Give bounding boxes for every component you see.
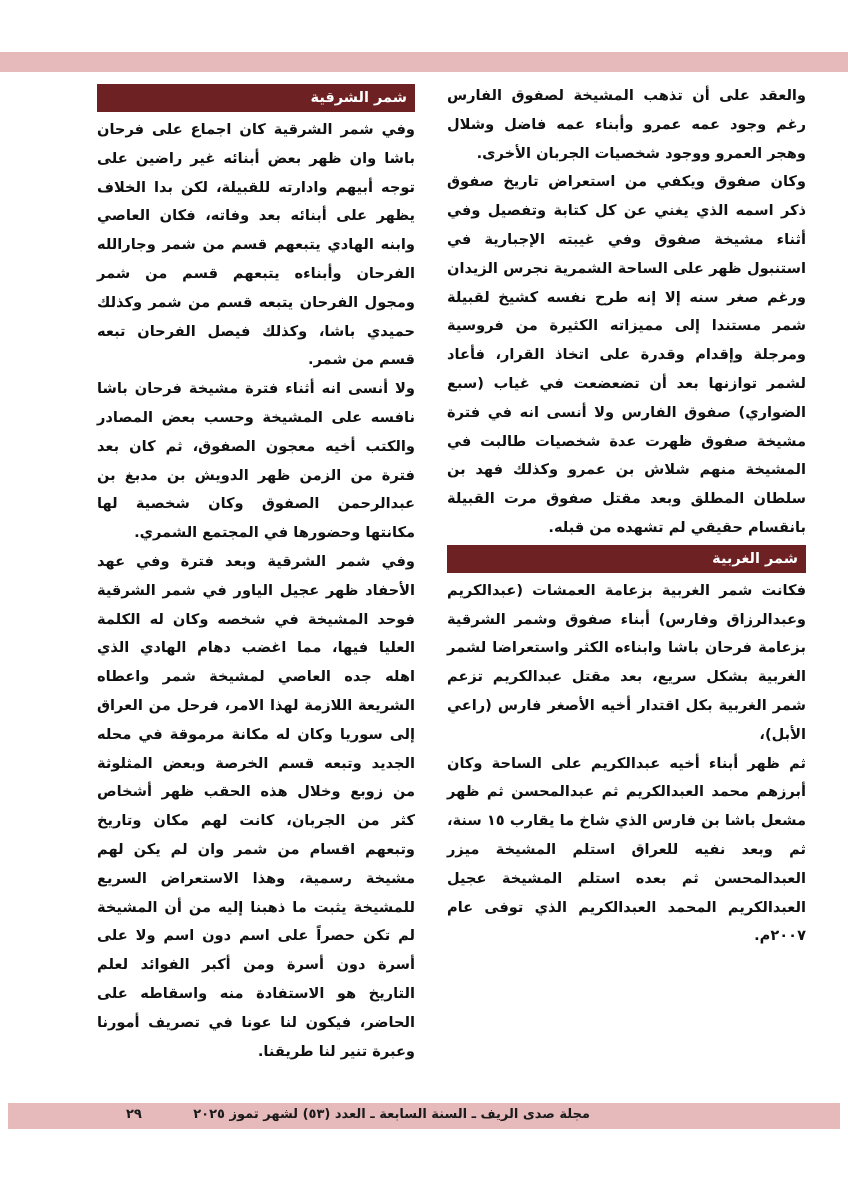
article-paragraph: فكانت شمر الغربية بزعامة العمشات (عبدالكريم وعبدالرزاق وفارس) أبناء صفوق وشمر الشرقية بزعامة فرحان باشا وابناءه الكثر واستعراضا لشمر الغربية بشكل سريع، بعد مقتل عبدالكريم تزعم شمر الغربية بكل اقتدار أخيه الأصغر فارس (راعي الأبل)، [447, 581, 806, 743]
top-decorative-band [0, 52, 848, 72]
section-heading-western-shammar: شمر الغربية [447, 545, 806, 573]
right-column [447, 82, 806, 951]
left-column [97, 82, 415, 1066]
footer-band [8, 1103, 840, 1129]
page-number: ٢٩ [126, 1107, 142, 1122]
magazine-issue-line: مجلة صدى الريف ـ السنة السابعة ـ العدد (٥٣) لشهر تموز ٢٠٢٥ [193, 1107, 590, 1122]
article-paragraph: وكان صفوق ويكفي من استعراض تاريخ صفوق ذكر اسمه الذي يغني عن كل كتابة وتفصيل وفي أثناء مشيخة صفوق وفي غيبته الإجبارية في استنبول ظهر على الساحة الشمرية نجرس الزيدان ورغم صغر سنه إلا إنه طرح نفسه كشيخ لقبيلة شمر مستندا إلى مميزاته الكثيرة من فروسية ومرجلة وإقدام وقدرة على اتخاذ القرار، فأعاد لشمر توازنها بعد أن تضعضعت في غياب (سبع الضواري) صفوق الفارس ولا أنسى انه في فترة مشيخة صفوق ظهرت عدة شخصيات طالبت في المشيخة منهم شلاش بن عمرو وكذلك فهد بن سلطان المطلق وبعد مقتل صفوق مرت القبيلة بانقسام حقيقي لم تشهده من قبله. [447, 173, 806, 536]
article-paragraph: وفي شمر الشرقية وبعد فترة وفي عهد الأحفاد ظهر عجيل الياور في شمر الشرقية فوحد المشيخة في شخصه وكان له الكلمة العليا فيها، مما اغضب دهام الهادي الذي اهله جده العاصي لمشيخة شمر واعطاه الشريعة اللازمة لهذا الامر، فرحل من العراق إلى سوريا وكان له مكانة مرموقة في محله الجديد وتبعه قسم الخرصة وبعض المثلوثة من زوبع وخلال هذه الحقب ظهر أشخاص كثر من الجربان، كانت لهم مكان وتاريخ وتبعهم اقسام من شمر وان لم يكن لهم مشيخة رسمية، وهذا الاستعراض السريع للمشيخة يثبت ما ذهبنا إليه من أن المشيخة لم تكن حصراً على اسم دون اسم ولا على أسرة دون أسرة ومن أكبر الفوائد لعلم التاريخ هو الاستفادة منه واسقاطه على الحاضر، فيكون لنا عونا في تصريف أمورنا وعبرة تنير لنا طريقنا. [97, 552, 415, 1060]
article-paragraph: وفي شمر الشرقية كان اجماع على فرحان باشا وان ظهر بعض أبنائه غير راضين على توجه أبيهم وادارته للقبيلة، لكن بدا الخلاف يظهر على أبنائه بعد وفاته، فكان العاصي وابنه الهادي يتبعهم قسم من شمر وجارالله الفرحان وأبناءه يتبعهم قسم من شمر ومجول الفرحان يتبعه قسم من شمر وكذلك حميدي باشا، وكذلك فيصل الفرحان تبعه قسم من شمر. [97, 121, 415, 369]
article-paragraph: والعقد على أن تذهب المشيخة لصفوق الفارس رغم وجود عمه عمرو وأبناء عمه فاضل وشلال وهجر العمرو ووجود شخصيات الجربان الأخرى. [447, 87, 806, 162]
section-heading-eastern-shammar: شمر الشرقية [97, 84, 415, 112]
article-paragraph: ثم ظهر أبناء أخيه عبدالكريم على الساحة وكان أبرزهم محمد العبدالكريم ثم عبدالمحسن ثم ظهر مشعل باشا بن فارس الذي شاخ ما يقارب ١٥ سنة، ثم وبعد نفيه للعراق استلم المشيخة ميزر العبدالمحسن ثم بعده استلم المشيخة عجيل العبدالكريم المحمد العبدالكريم الذي توفى عام ٢٠٠٧م. [447, 754, 806, 945]
article-paragraph: ولا أنسى انه أثناء فترة مشيخة فرحان باشا نافسه على المشيخة وحسب بعض المصادر والكتب أخيه معجون الصفوق، ثم كان بعد فترة من الزمن ظهر الدويش بن مدبغ بن عبدالرحمن الصفوق وكان شخصية لها مكانتها وحضورها في المجتمع الشمري. [97, 380, 415, 542]
